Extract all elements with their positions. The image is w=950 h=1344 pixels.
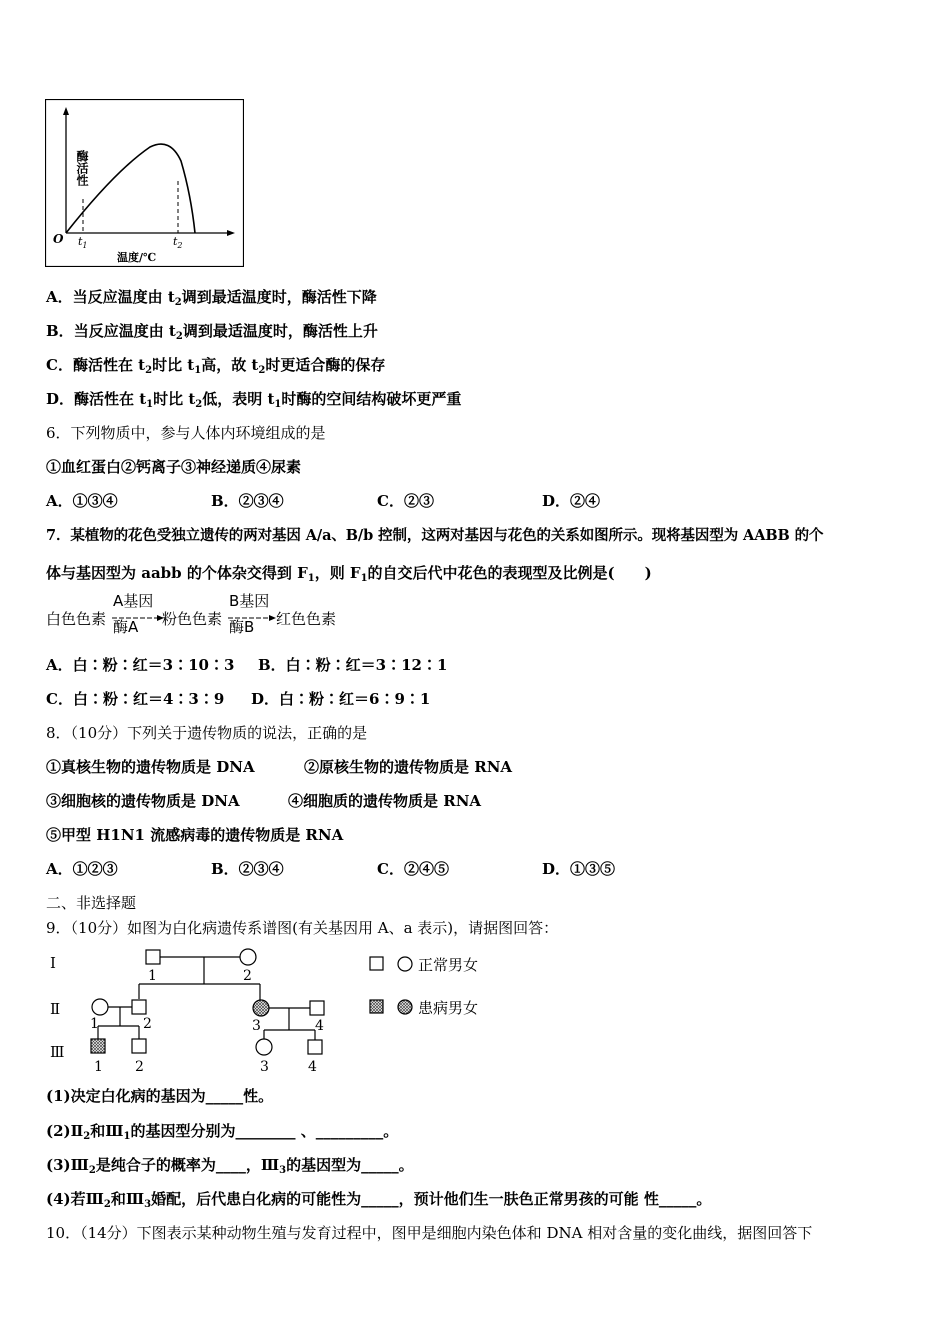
q6-option-d: D．②④ — [542, 492, 601, 510]
ii4-male-normal — [310, 1001, 324, 1015]
x-axis-label: 温度/℃ — [117, 251, 157, 264]
ii2-number: 2 — [143, 1016, 152, 1032]
q8-option-d: D．①③⑤ — [542, 860, 616, 878]
q8-item-3: ③细胞核的遗传物质是 DNA — [46, 792, 240, 810]
enzyme-chart-svg — [45, 99, 244, 267]
enzyme-b-label: 酶B — [229, 618, 255, 636]
iii4-male-normal — [308, 1040, 322, 1054]
ii4-number: 4 — [315, 1018, 324, 1034]
q7-option-d: D．白∶粉∶红＝6∶9∶1 — [251, 690, 431, 708]
arrow-b-icon — [228, 614, 276, 622]
legend-normal-label: 正常男女 — [418, 956, 479, 974]
q8-item-2: ②原核生物的遗传物质是 RNA — [304, 758, 513, 776]
i1-number: 1 — [148, 968, 157, 984]
q6-option-a: A．①③④ — [46, 492, 118, 510]
legend-normal-female-icon — [398, 957, 412, 971]
iii4-number: 4 — [308, 1059, 317, 1075]
i1-male-normal — [146, 950, 160, 964]
iii3-number: 3 — [260, 1059, 269, 1075]
q7-option-b: B．白∶粉∶红＝3∶12∶1 — [258, 656, 448, 674]
t2-label: $t_2$ — [173, 235, 183, 250]
white-pigment-label: 白色色素 — [46, 610, 107, 628]
q5-option-b: B．当反应温度由 $t_2$调到最适温度时，酶活性上升 — [46, 322, 378, 342]
gen-i-label: Ⅰ — [50, 954, 56, 972]
iii3-female-normal — [256, 1039, 272, 1055]
gene-a-label: A基因 — [113, 592, 154, 610]
q9-sub4: (4)若$Ⅲ_2$和$Ⅲ_3$婚配，后代患白化病的可能性为_____，预计他们生一肤色正常男孩的可能 性_____。 — [46, 1190, 712, 1210]
legend-affected-label: 患病男女 — [418, 999, 479, 1017]
q9-sub1: (1)决定白化病的基因为_____性。 — [46, 1087, 274, 1105]
q7-option-a: A．白∶粉∶红＝3∶10∶3 — [46, 656, 235, 674]
q8-option-b: B．②③④ — [211, 860, 284, 878]
q8-item-4: ④细胞质的遗传物质是 RNA — [288, 792, 482, 810]
section-title: 二、非选择题 — [46, 894, 137, 912]
ii3-number: 3 — [252, 1018, 261, 1034]
q6-stem: 6．下列物质中，参与人体内环境组成的是 — [46, 424, 326, 442]
pedigree-svg — [44, 944, 504, 1076]
ii2-male-normal — [132, 1000, 146, 1014]
q7-option-c: C．白∶粉∶红＝4∶3∶9 — [46, 690, 225, 708]
i2-female-normal — [240, 949, 256, 965]
q5-option-d: D．酶活性在 $t_1$时比 $t_2$低，表明 $t_1$时酶的空间结构破坏更严重 — [46, 390, 462, 410]
origin-label: O — [53, 232, 64, 246]
legend-normal-male-icon — [370, 957, 383, 970]
q9-sub2: $(2)Ⅱ_2$和$Ⅲ_1$的基因型分别为________ 、_________。 — [46, 1122, 399, 1142]
iii1-male-affected — [91, 1039, 105, 1053]
q6-option-c: C．②③ — [377, 492, 434, 510]
q8-option-a: A．①②③ — [46, 860, 118, 878]
ii3-female-affected — [253, 1000, 269, 1016]
t1-label: $t_1$ — [78, 235, 88, 250]
q10-stem: 10．（14分）下图表示某种动物生殖与发育过程中，图甲是细胞内染色体和 DNA 相对含量的变化曲线，据图回答下 — [46, 1224, 813, 1242]
enzyme-a-label: 酶A — [113, 618, 139, 636]
gen-ii-label: Ⅱ — [50, 1000, 61, 1018]
iii2-number: 2 — [135, 1059, 144, 1075]
i2-number: 2 — [243, 968, 252, 984]
q9-sub3: $(3)Ⅲ_2$是纯合子的概率为____，$Ⅲ_3$的基因型为_____。 — [46, 1156, 414, 1176]
q8-item-1: ①真核生物的遗传物质是 DNA — [46, 758, 255, 776]
q8-stem: 8．（10分）下列关于遗传物质的说法，正确的是 — [46, 724, 368, 742]
arrow-a-icon — [112, 614, 164, 622]
q7-stem-line1: 7．某植物的花色受独立遗传的两对基因 A/a、B/b 控制，这两对基因与花色的关系如图所示。现将基因型为 AABB 的个 — [46, 527, 824, 544]
q7-stem-line2: 体与基因型为 aabb 的个体杂交得到 $F_1$，则 $F_1$的自交后代中花色的表现型及比例是( ) — [46, 564, 652, 584]
q6-option-b: B．②③④ — [211, 492, 284, 510]
chart-frame — [46, 100, 244, 267]
legend-affected-male-icon — [370, 1000, 383, 1013]
iii2-male-normal — [132, 1039, 146, 1053]
pigment-pathway — [46, 590, 366, 636]
q5-option-c: C．酶活性在 $t_2$时比 $t_1$高，故 $t_2$时更适合酶的保存 — [46, 356, 386, 376]
q5-option-a: A．当反应温度由 $t_2$调到最适温度时，酶活性下降 — [46, 288, 377, 308]
red-pigment-label: 红色色素 — [276, 610, 337, 628]
pedigree-chart — [44, 944, 504, 1076]
q9-stem: 9．（10分）如图为白化病遗传系谱图(有关基因用 A、a 表示)，请据图回答： — [46, 919, 559, 937]
iii1-number: 1 — [94, 1059, 103, 1075]
enzyme-activity-chart — [45, 99, 244, 267]
ii1-female-normal — [92, 999, 108, 1015]
gen-iii-label: Ⅲ — [50, 1043, 65, 1061]
q8-option-c: C．②④⑤ — [377, 860, 449, 878]
q8-item-5: ⑤甲型 H1N1 流感病毒的遗传物质是 RNA — [46, 826, 344, 844]
pink-pigment-label: 粉色色素 — [162, 610, 223, 628]
q6-items: ①血红蛋白②钙离子③神经递质④尿素 — [46, 458, 302, 476]
ii1-number: 1 — [90, 1016, 99, 1032]
gene-b-label: B基因 — [229, 592, 270, 610]
legend-affected-female-icon — [398, 1000, 412, 1014]
y-axis-label: 酶活性 — [53, 150, 89, 164]
